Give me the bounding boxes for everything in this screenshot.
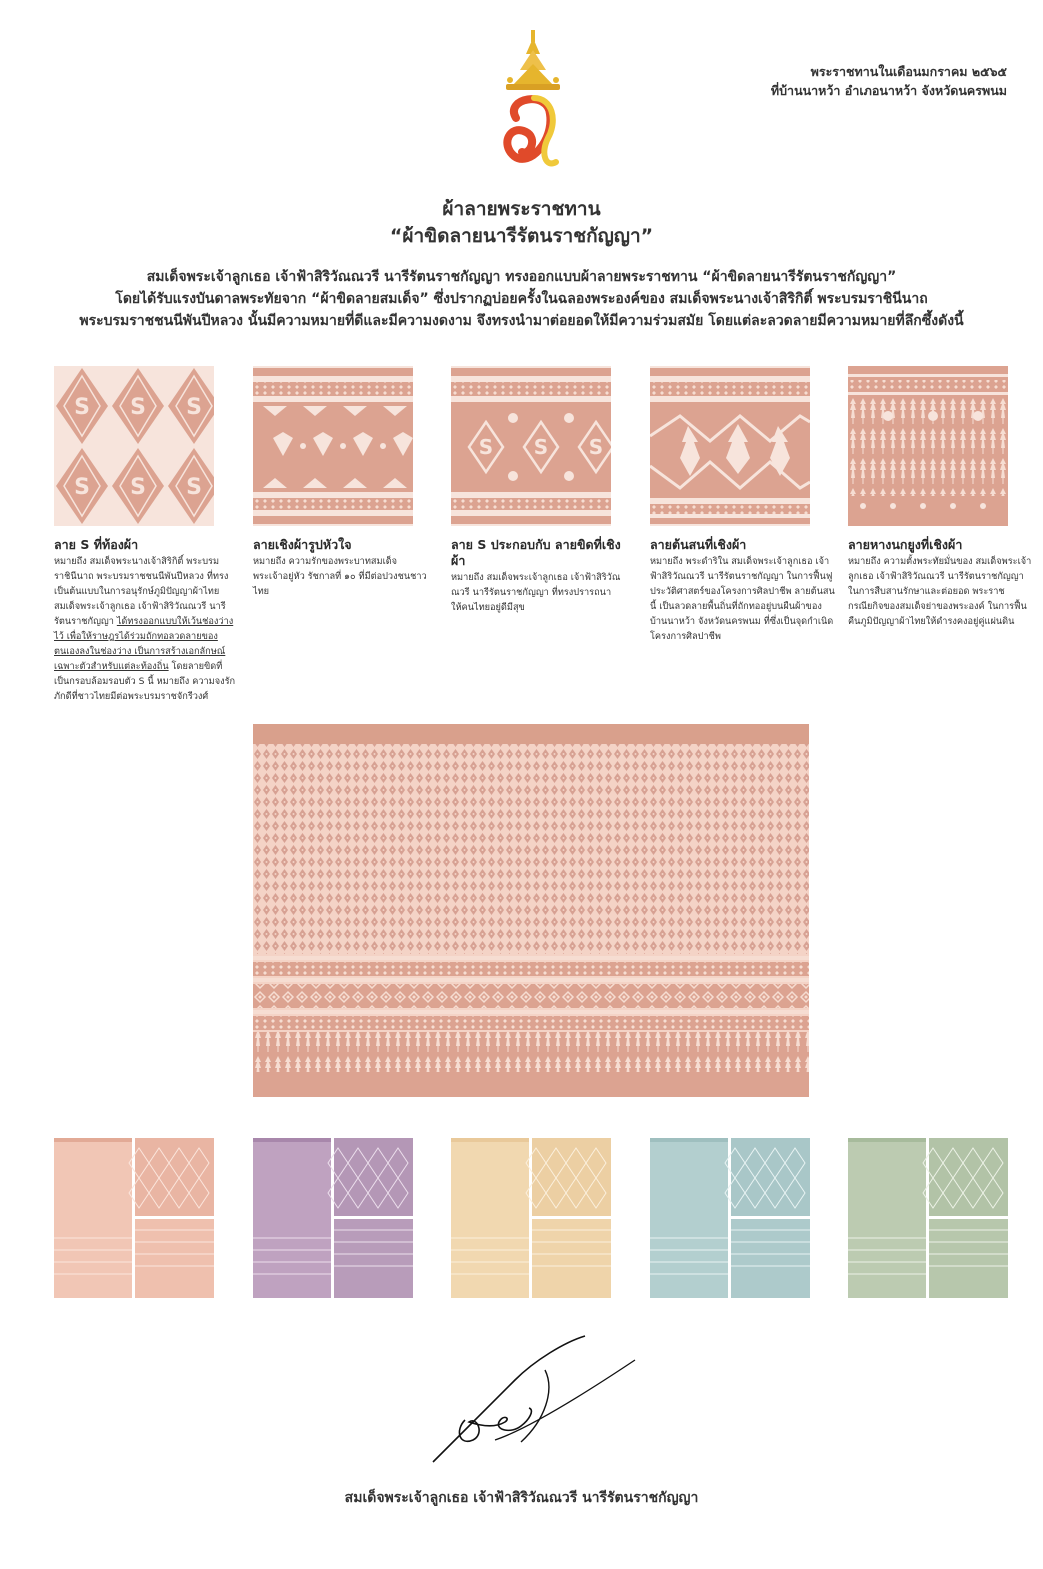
intro-line-1: สมเด็จพระเจ้าลูกเธอ เจ้าฟ้าสิริวัณณวรี นารีรัตนราชกัญญา ทรงออกแบบผ้าลายพระราชทาน “ผ้าขิดลายนารีรัตนราชกัญญา” xyxy=(146,269,897,285)
color-variant-green xyxy=(848,1138,1008,1298)
royal-cipher-icon xyxy=(496,28,570,176)
motif-image-heart-border xyxy=(253,366,413,526)
intro-line-3: พระบรมราชชนนีพันปีหลวง นั้นมีความหมายที่ดีและมีความงดงาม จึงทรงนำมาต่อยอดให้มีความร่วมสมัย โดยแต่ละลวดลายมีความหมายที่ลึกซึ้งดังนี้ xyxy=(79,313,964,329)
motif-caption-s-khit-border xyxy=(451,537,621,615)
svg-text:S: S xyxy=(533,435,549,459)
motif-title: ลายหางนกยูงที่เชิงผ้า xyxy=(848,537,963,552)
desc-plain: หมายถึง สมเด็จพระนางเจ้าสิริกิติ์ พระบรมราชินีนาถ พระบรมราชชนนีพันปีหลวง ที่ทรงเป็นต้นแบบในการอนุรักษ์ภูมิปัญญาผ้าไทย สมเด็จพระเจ้าลูกเธอ เจ้าฟ้าสิริวัณณวรี นารีรัตนราชกัญญา xyxy=(54,556,229,627)
intro-paragraph xyxy=(20,266,1023,332)
color-variant-blue xyxy=(650,1138,810,1298)
royal-cipher-logo xyxy=(496,28,570,176)
royal-presentation-note xyxy=(771,62,1007,100)
motif-description: หมายถึง ความตั้งพระทัยมั่นของ สมเด็จพระเจ้าลูกเธอ เจ้าฟ้าสิริวัณณวรี นารีรัตนราชกัญญา ในการสืบสานรักษาและต่อยอด พระราชกรณียกิจของสมเด็จย่าของพระองค์ ในการฟื้นคืนภูมิปัญญาผ้าไทยให้ดำรงคงอยู่คู่แผ่นดิน xyxy=(848,556,1032,627)
royal-note-date: พระราชทานในเดือนมกราคม ๒๕๖๕ xyxy=(810,64,1007,79)
intro-line-2: โดยได้รับแรงบันดาลพระทัยจาก “ผ้าขิดลายสมเด็จ” ซึ่งปรากฏบ่อยครั้งในฉลองพระองค์ของ สมเด็จพระนางเจ้าสิริกิติ์ พระบรมราชินีนาถ xyxy=(115,291,928,307)
motif-image-s-pattern xyxy=(54,366,214,526)
motif-image-pine-tree-border xyxy=(650,366,810,526)
motif-description: หมายถึง สมเด็จพระเจ้าลูกเธอ เจ้าฟ้าสิริวัณณวรี นารีรัตนราชกัญญา ที่ทรงปรารถนาให้คนไทยอยู่ดีมีสุข xyxy=(451,572,621,613)
full-cloth-image xyxy=(253,724,809,1097)
svg-text:S: S xyxy=(478,435,494,459)
motif-caption-heart-border xyxy=(253,537,438,599)
royal-note-place: ที่บ้านนาหว้า อำเภอนาหว้า จังหวัดนครพนม xyxy=(770,83,1007,98)
motif-caption-pine-tree-border xyxy=(650,537,835,644)
color-variant-purple xyxy=(253,1138,413,1298)
motif-description: หมายถึง พระดำริใน สมเด็จพระเจ้าลูกเธอ เจ้าฟ้าสิริวัณณวรี นารีรัตนราชกัญญา ในการฟื้นฟูประวัติศาสตร์ของโครงการศิลปาชีพ ลายต้นสนนี้ เป็นลวดลายพื้นถิ่นที่ถักทออยู่บนผืนผ้าของบ้านนาหว้า จังหวัดนครพนม ที่ซึ่งเป็นจุดกำเนิดโครงการศิลปาชีพ xyxy=(650,556,835,642)
motif-title: ลาย S ที่ท้องผ้า xyxy=(54,537,139,552)
motif-title: ลายต้นสนที่เชิงผ้า xyxy=(650,537,747,552)
title-line-1: ผ้าลายพระราชทาน xyxy=(442,198,601,220)
motif-title: ลายเชิงผ้ารูปหัวใจ xyxy=(253,537,352,552)
page-title xyxy=(0,196,1043,250)
motif-caption-s-pattern xyxy=(54,537,239,704)
color-variant-pink xyxy=(54,1138,214,1298)
title-line-2: “ผ้าขิดลายนารีรัตนราชกัญญา” xyxy=(389,225,654,247)
desc-tail: โดยลายขิดที่เป็นกรอบล้อมรอบตัว S นี้ หมายถึง ความจงรักภักดีที่ชาวไทยมีต่อพระบรมราชจักรีวงศ์ xyxy=(54,661,236,702)
signature xyxy=(425,1330,640,1470)
royal-signature-icon xyxy=(425,1330,640,1470)
signer-name: สมเด็จพระเจ้าลูกเธอ เจ้าฟ้าสิริวัณณวรี นารีรัตนราชกัญญา xyxy=(344,1490,699,1506)
motif-image-peacock-tail-border xyxy=(848,366,1008,526)
motif-description: หมายถึง ความรักของพระบาทสมเด็จพระเจ้าอยู่หัว รัชกาลที่ ๑๐ ที่มีต่อปวงชนชาวไทย xyxy=(253,556,427,597)
desc-underlined: ได้ทรงออกแบบให้เว้นช่องว่างไว้ เพื่อให้ราษฎรได้ร่วมถักทอลวดลายของตนเองลงในช่องว่าง เป็นการสร้างเอกลักษณ์เฉพาะตัวสำหรับแต่ละท้องถิ่น xyxy=(54,616,234,672)
svg-text:S: S xyxy=(588,435,604,459)
motif-description xyxy=(54,554,239,704)
motif-caption-peacock-tail-border xyxy=(848,537,1033,629)
motif-image-s-khit-border xyxy=(451,366,611,526)
motif-title: ลาย S ประกอบกับ ลายขิดที่เชิงผ้า xyxy=(451,537,621,568)
color-variant-yellow xyxy=(451,1138,611,1298)
